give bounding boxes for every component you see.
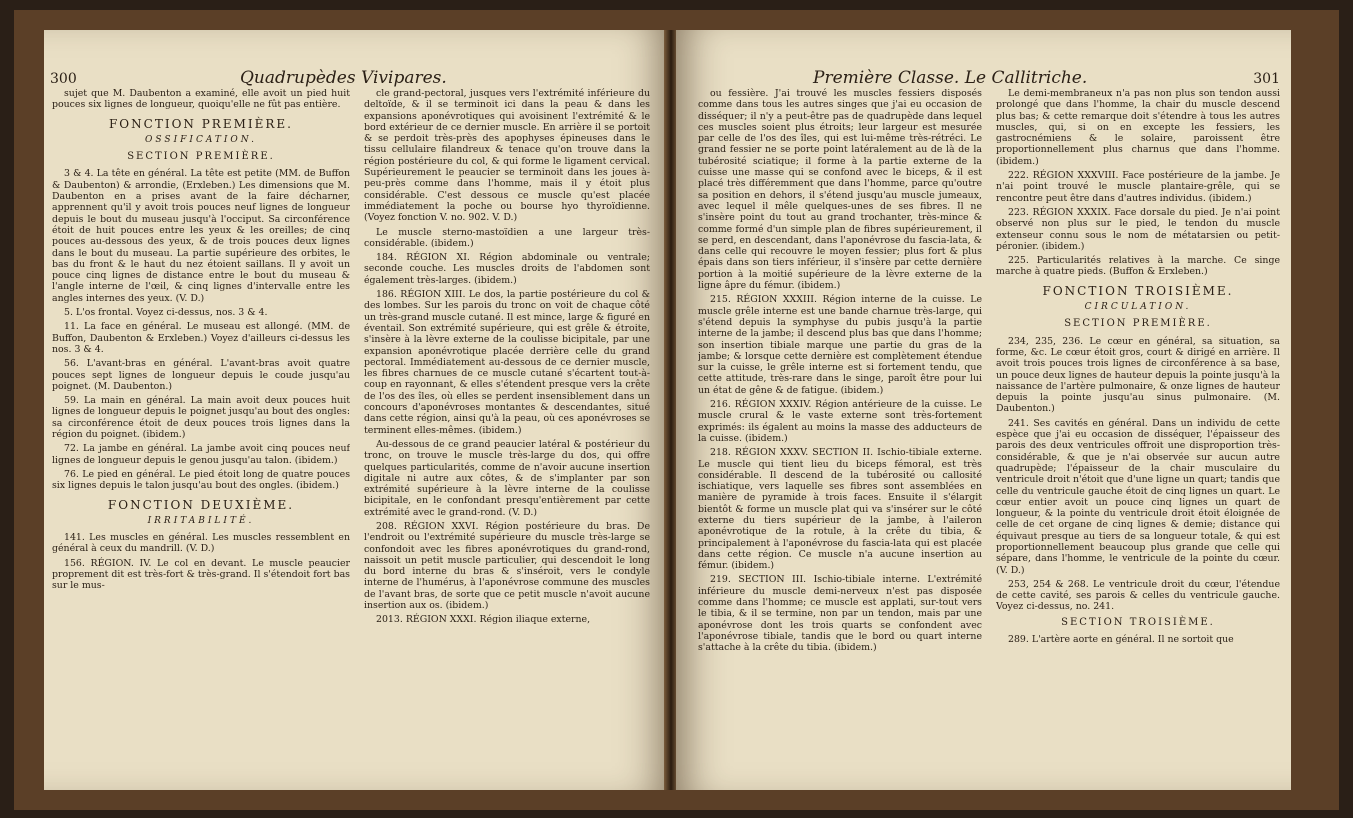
paragraph: 215. RÉGION XXXIII. Région interne de la cuisse. Le muscle grêle interne est une bande charnue très-large, qui s'étend depuis la symphyse du pubis jusqu'à la partie interne de la jambe; il descend plus bas que dans l'homme; son insertion tibiale marque une partie du gras de la jambe; & lorsque cette dernière est complètement étendue sur la cuisse, le grêle interne est si fortement tendu, que cette attitude, très-rare dans le singe, paroît être pour lui un état de gêne & de fatigue. (ibidem.): [698, 294, 982, 396]
section-heading: SECTION PREMIÈRE.: [1064, 318, 1212, 330]
paragraph: 218. RÉGION XXXV. SECTION II. Ischio-tibiale externe. Le muscle qui tient lieu du biceps fémoral, est très considérable. Il descend de la tubérosité ou callosité ischiatique, vers laquelle ses fibres sont assemblées en manière de pyramide à trois faces. Ensuite il s'élargit bientôt & forme un muscle plat qui va s'insérer sur le côté externe du tiers supérieur de la jambe, à l'aileron aponévrotique de la rotule, à la crête du tibia, & principalement à l'aponévrose du fascia-lata qui est placée dans cette région. Ce muscle n'a aucune insertion au fémur. (ibidem.): [698, 447, 982, 572]
section-heading: FONCTION TROISIÈME.: [1042, 283, 1234, 298]
paragraph: 2013. RÉGION XXXI. Région iliaque externe,: [376, 614, 591, 626]
paragraph: 72. La jambe en général. La jambe avoit cinq pouces neuf lignes de longueur depuis le genou jusqu'au talon. (ibidem.): [52, 443, 350, 466]
left-page: [44, 30, 669, 790]
left-column-2: [364, 88, 650, 728]
paragraph: Le demi-membraneux n'a pas non plus son tendon aussi prolongé que dans l'homme, la chair du muscle descend plus bas; & cette remarque doit s'étendre à tous les autres muscles, qui, si on en excepte les fessiers, les gastrocnémiens & le solaire, paroissent être proportionnellement plus charnus que dans l'homme. (ibidem.): [996, 88, 1280, 167]
right-page-number: 301: [1253, 71, 1280, 87]
section-heading: OSSIFICATION.: [145, 134, 257, 145]
paragraph: Au-dessous de ce grand peaucier latéral & postérieur du tronc, on trouve le muscle très-large du dos, qui offre quelques particularités, comme de n'avoir aucune insertion digitale ni autre aux côtes, & de s'implanter par son extrémité supérieure à la lèvre interne de la coulisse bicipitale, en le confondant presqu'entièrement par cette extrémité avec le grand-rond. (V. D.): [364, 438, 650, 518]
paragraph: 208. RÉGION XXVI. Région postérieure du bras. De l'endroit ou l'extrémité supérieure du muscle très-large se confondoit avec les fibres aponévrotiques du grand-rond, naissoit un petit muscle particulier, qui descendoit le long du bord interne du bras & s'inséroit, vers le condyle interne de l'humérus, à l'aponévrose commune des muscles de l'avant bras, de sorte que ce petit muscle n'avoit aucune insertion aux os. (ibidem.): [364, 520, 650, 612]
paragraph: 241. Ses cavités en général. Dans un individu de cette espèce que j'ai eu occasion de disséquer, l'épaisseur des parois des deux ventricules offroit une disproportion très-considérable, & que je n'ai observée sur aucun autre quadrupède; l'épaisseur de la chair musculaire du ventricule droit n'étoit que d'une ligne un quart; tandis que celle du ventricule gauche étoit de cinq lignes un quart. Le cœur entier avoit un pouce cinq lignes un quart de longueur, & la pointe du ventricule droit étoit éloignée de celle de cet organe de cinq lignes & demie; distance qui équivaut presque au tiers de sa longueur totale, & qui est proportionnellement beaucoup plus grande que celle qui sépare, dans l'homme, le ventricule de la pointe du cœur. (V. D.): [996, 417, 1280, 576]
paragraph: 156. RÉGION. IV. Le col en devant. Le muscle peaucier proprement dit est très-fort & très-grand. Il s'étendoit fort bas sur le mus-: [52, 557, 350, 592]
paragraph: 225. Particularités relatives à la marche. Ce singe marche à quatre pieds. (Buffon & Erxleben.): [996, 255, 1280, 278]
paragraph: 222. RÉGION XXXVIII. Face postérieure de la jambe. Je n'ai point trouvé le muscle plantaire-grêle, qui se rencontre peut être dans d'autres individus. (ibidem.): [996, 170, 1280, 204]
paragraph: cle grand-pectoral, jusques vers l'extrémité inférieure du deltoïde, & il se terminoit ici dans la peau & dans les expansions aponévrotiques qui avoisinent l'extrémité & le bord extérieur de ce dernier muscle. En arrière il se portoit & se perdoit très-près des apophyses épineuses dans le tissu cellulaire filandreux & tenace qu'on trouve dans la région postérieure du col, & qui forme le ligament cervical. Supérieurement le peaucier se terminoit dans les joues à-peu-près comme dans l'homme, mais il y étoit plus considérable. C'est dessous ce muscle qu'est placée immédiatement la poche ou bourse hyo thyroïdienne. (Voyez fonction V. no. 902. V. D.): [364, 88, 650, 224]
left-page-header: [50, 68, 660, 90]
right-column-1: [698, 88, 982, 728]
section-heading: IRRITABILITÉ.: [147, 515, 255, 526]
right-page: [676, 30, 1291, 790]
paragraph: sujet que M. Daubenton a examiné, elle avoit un pied huit pouces six lignes de longueur, quoiqu'elle ne fût pas entière.: [52, 88, 350, 111]
paragraph: 5. L'os frontal. Voyez ci-dessus, nos. 3 & 4.: [64, 307, 268, 319]
right-column-2: [996, 88, 1280, 728]
paragraph: 184. RÉGION XI. Région abdominale ou ventrale; seconde couche. Les muscles droits de l'abdomen sont également très-larges. (ibidem.): [364, 252, 650, 286]
left-page-number: 300: [50, 71, 77, 87]
right-page-header: [688, 68, 1284, 90]
right-running-title: Première Classe. Le Callitriche.: [813, 68, 1088, 88]
paragraph: ou fessière. J'ai trouvé les muscles fessiers disposés comme dans tous les autres singes que j'ai eu occasion de disséquer; il n'y a peut-être pas de quadrupède dans lequel ces muscles soient plus étroits; leur largeur est mesurée par celle de l'os des îles, qui est lui-même très-rétréci. Le grand fessier ne se porte point latéralement au de là de la tubérosité sciatique; il forme à la partie externe de la cuisse une masse qui se confond avec le biceps, & il est placé très différemment que dans l'homme, parce qu'outre sa position en dehors, il s'étend jusqu'au muscle jumeaux, avec lequel il mêle quelques-unes de ses fibres. Il ne s'insère point du tout au grand trochanter, très-mince & comme formé d'un simple plan de fibres supérieurement, il se perd, en descendant, dans l'aponévrose du fascia-lata, & dans celle qui recouvre le moyen fessier; plus fort & plus épais dans son tiers inférieur, il s'insère par cette dernière portion à la moitié supérieure de la lèvre externe de la ligne âpre du fémur. (ibidem.): [698, 88, 982, 292]
left-column-1: [52, 88, 350, 728]
paragraph: 234, 235, 236. Le cœur en général, sa situation, sa forme, &c. Le cœur étoit gros, court & dirigé en arrière. Il avoit trois pouces trois lignes de circonférence à sa base, un pouce deux lignes de hauteur depuis la pointe jusqu'à la naissance de l'artère pulmonaire, & onze lignes de hauteur depuis la pointe jusqu'au sinus pulmonaire. (M. Daubenton.): [996, 335, 1280, 415]
paragraph: 216. RÉGION XXXIV. Région antérieure de la cuisse. Le muscle crural & le vaste externe sont très-fortement exprimés: ils égalent au moins la masse des adducteurs de la cuisse. (ibidem.): [698, 399, 982, 444]
paragraph: 59. La main en général. La main avoit deux pouces huit lignes de longueur depuis le poignet jusqu'au bout des ongles: sa circonférence étoit de deux pouces trois lignes dans la région du poignet. (ibidem.): [52, 395, 350, 441]
section-heading: SECTION TROISIÈME.: [1061, 616, 1215, 628]
paragraph: 56. L'avant-bras en général. L'avant-bras avoit quatre pouces sept lignes de longueur depuis le coude jusqu'au poignet. (M. Daubenton.): [52, 358, 350, 392]
section-heading: FONCTION DEUXIÈME.: [107, 497, 295, 512]
paragraph: 223. RÉGION XXXIX. Face dorsale du pied. Je n'ai point observé non plus sur le pied, le tendon du muscle extenseur connu sous le nom de métatarsien ou petit-péronier. (ibidem.): [996, 206, 1280, 252]
left-running-title: Quadrupèdes Vivipares.: [240, 68, 447, 88]
paragraph: 11. La face en général. Le museau est allongé. (MM. de Buffon, Daubenton & Erxleben.) Voyez d'ailleurs ci-dessus les nos. 3 & 4.: [52, 321, 350, 355]
section-heading: FONCTION PREMIÈRE.: [108, 116, 293, 131]
paragraph: 186. RÉGION XIII. Le dos, la partie postérieure du col & des lombes. Sur les parois du tronc on voit de chaque côté un très-grand muscle cutané. Il est mince, large & figuré en éventail. Son extrémité supérieure, qui est grêle & étroite, s'insère à la lèvre externe de la coulisse bicipitale, par une expansion aponévrotique placée derrière celle du grand pectoral. Immédiatement au-dessous de ce dernier muscle, les fibres charnues de ce muscle cutané s'écartent tout-à-coup en rayonnant, & elles s'étendent presque vers la crête de l'os des îles, où elles se perdent insensiblement dans un concours d'aponévroses montantes & descendantes, situé dans cette région, ainsi qu'à la peau, où ces aponévroses se terminent elles-mêmes. (ibidem.): [364, 289, 650, 436]
paragraph: 141. Les muscles en général. Les muscles ressemblent en général à ceux du mandrill. (V. D.): [52, 532, 350, 555]
paragraph: 3 & 4. La tête en général. La tête est petite (MM. de Buffon & Daubenton) & arrondie, (Erxleben.) Les dimensions que M. Daubenton en a prises avant de la faire décharner, apprennent qu'il y avoit trois pouces neuf lignes de longueur depuis le bout du museau jusqu'à l'occiput. Sa circonférence étoit de huit pouces entre les yeux & les oreilles; de cinq pouces au-dessous des yeux, & de trois pouces deux lignes dans le bout du museau. La partie supérieure des orbites, le bas du front & le haut du nez étoient saillans. Il y avoit un pouce cinq lignes de distance entre le bout du museau & l'angle interne de l'œil, & cinq lignes d'intervalle entre les angles internes des yeux. (V. D.): [52, 168, 350, 304]
paragraph: 253, 254 & 268. Le ventricule droit du cœur, l'étendue de cette cavité, ses parois & celles du ventricule gauche. Voyez ci-dessus, no. 241.: [996, 578, 1280, 613]
paragraph: 219. SECTION III. Ischio-tibiale interne. L'extrémité inférieure du muscle demi-nerveux n'est pas disposée comme dans l'homme; ce muscle est applati, sur-tout vers le tibia, & il se termine, non par un tendon, mais par une aponévrose dont les trois quarts se confondent avec l'aponévrose tibiale, tandis que le bord ou quart interne s'attache à la crête du tibia. (ibidem.): [698, 574, 982, 654]
section-heading: CIRCULATION.: [1084, 302, 1192, 313]
paragraph: 289. L'artère aorte en général. Il ne sortoit que: [1008, 634, 1234, 646]
paragraph: Le muscle sterno-mastoïdien a une largeur très-considérable. (ibidem.): [364, 226, 650, 249]
paragraph: 76. Le pied en général. Le pied étoit long de quatre pouces six lignes depuis le talon jusqu'au bout des ongles. (ibidem.): [52, 468, 350, 492]
section-heading: SECTION PREMIÈRE.: [127, 151, 275, 163]
